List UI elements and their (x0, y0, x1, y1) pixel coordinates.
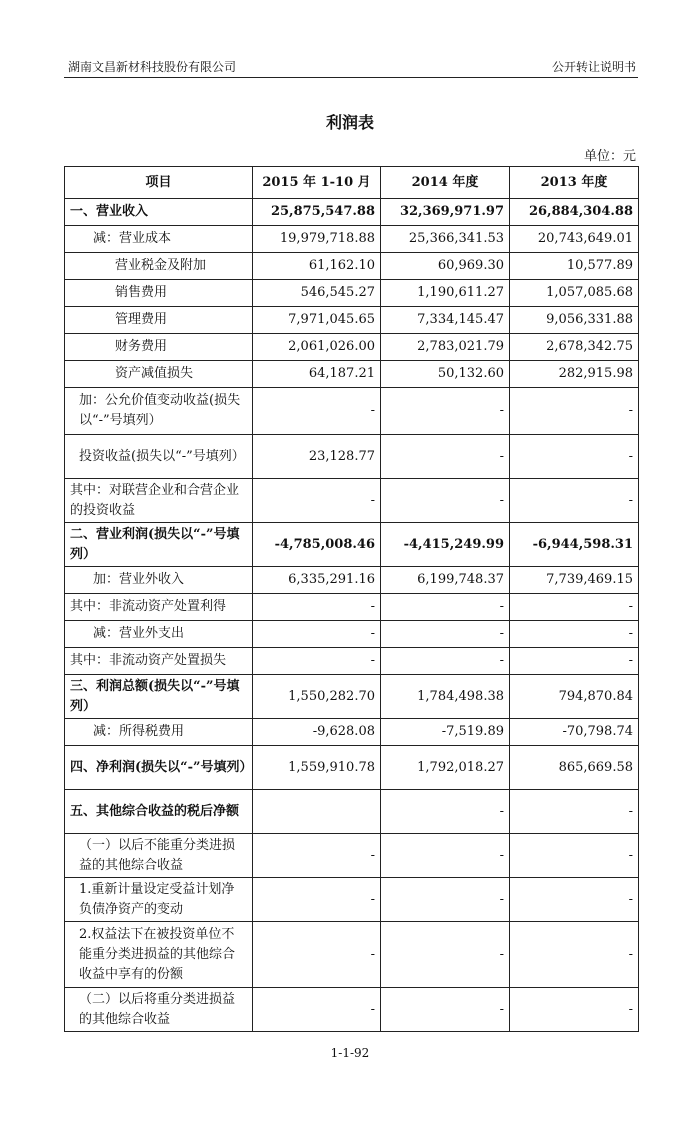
cell-value: - (253, 594, 381, 621)
cell-value: -9,628.08 (253, 719, 381, 746)
row-label: 其中：非流动资产处置利得 (65, 594, 253, 621)
table-row (65, 567, 639, 594)
row-label: 加：营业外收入 (65, 567, 253, 594)
cell-value (253, 790, 381, 834)
cell-value: 546,545.27 (253, 280, 381, 307)
income-statement-table (64, 166, 639, 1032)
cell-value: 1,550,282.70 (253, 675, 381, 719)
row-label: 1.重新计量设定受益计划净负债净资产的变动 (65, 878, 253, 922)
table-row (65, 719, 639, 746)
row-label: 五、其他综合收益的税后净额 (65, 790, 253, 834)
cell-value: 282,915.98 (510, 361, 639, 388)
cell-value: 7,739,469.15 (510, 567, 639, 594)
cell-value: 9,056,331.88 (510, 307, 639, 334)
cell-value: - (381, 834, 510, 878)
cell-value: - (253, 834, 381, 878)
table-row (65, 621, 639, 648)
cell-value: 25,366,341.53 (381, 226, 510, 253)
cell-value: - (510, 388, 639, 435)
cell-value: - (510, 621, 639, 648)
row-label: （二）以后将重分类进损益的其他综合收益 (65, 988, 253, 1032)
cell-value: 2,783,021.79 (381, 334, 510, 361)
table-row (65, 253, 639, 280)
cell-value: - (381, 435, 510, 479)
cell-value: - (253, 479, 381, 523)
cell-value: -6,944,598.31 (510, 523, 639, 567)
row-label: 营业税金及附加 (65, 253, 253, 280)
cell-value: - (510, 834, 639, 878)
row-label: 其中：非流动资产处置损失 (65, 648, 253, 675)
table-row (65, 790, 639, 834)
cell-value: 25,875,547.88 (253, 199, 381, 226)
cell-value: 6,335,291.16 (253, 567, 381, 594)
table-row (65, 834, 639, 878)
row-label: （一）以后不能重分类进损益的其他综合收益 (65, 834, 253, 878)
cell-value: 1,784,498.38 (381, 675, 510, 719)
cell-value: -7,519.89 (381, 719, 510, 746)
row-label: 投资收益(损失以“-”号填列） (65, 435, 253, 479)
page-number: 1-1-92 (330, 1046, 370, 1060)
row-label: 四、净利润(损失以“-”号填列） (65, 746, 253, 790)
cell-value: 1,559,910.78 (253, 746, 381, 790)
cell-value: -70,798.74 (510, 719, 639, 746)
cell-value: 10,577.89 (510, 253, 639, 280)
table-row (65, 675, 639, 719)
table-row (65, 334, 639, 361)
cell-value: 865,669.58 (510, 746, 639, 790)
cell-value: - (253, 388, 381, 435)
cell-value: - (253, 988, 381, 1032)
table-row (65, 479, 639, 523)
cell-value: - (510, 878, 639, 922)
cell-value: -4,785,008.46 (253, 523, 381, 567)
cell-value: - (510, 648, 639, 675)
cell-value: 32,369,971.97 (381, 199, 510, 226)
cell-value: - (381, 878, 510, 922)
column-header-2015: 2015 年 1-10 月 (253, 167, 381, 199)
cell-value: 6,199,748.37 (381, 567, 510, 594)
cell-value: 60,969.30 (381, 253, 510, 280)
document-name: 公开转让说明书 (551, 60, 636, 74)
cell-value: -4,415,249.99 (381, 523, 510, 567)
cell-value: 7,971,045.65 (253, 307, 381, 334)
cell-value: - (510, 790, 639, 834)
cell-value: 50,132.60 (381, 361, 510, 388)
cell-value: - (381, 922, 510, 988)
cell-value: 2,061,026.00 (253, 334, 381, 361)
cell-value: - (381, 621, 510, 648)
row-label: 加：公允价值变动收益(损失以“-”号填列） (65, 388, 253, 435)
row-label: 二、营业利润(损失以“-”号填列） (65, 523, 253, 567)
cell-value: 1,190,611.27 (381, 280, 510, 307)
table-row (65, 388, 639, 435)
company-name: 湖南文昌新材科技股份有限公司 (68, 60, 237, 74)
cell-value: 2,678,342.75 (510, 334, 639, 361)
cell-value: - (510, 988, 639, 1032)
cell-value: - (253, 878, 381, 922)
row-label: 其中：对联营企业和合营企业的投资收益 (65, 479, 253, 523)
row-label: 减：所得税费用 (65, 719, 253, 746)
cell-value: - (253, 621, 381, 648)
cell-value: 7,334,145.47 (381, 307, 510, 334)
table-row (65, 746, 639, 790)
row-label: 管理费用 (65, 307, 253, 334)
cell-value: - (381, 594, 510, 621)
row-label: 财务费用 (65, 334, 253, 361)
table-row (65, 280, 639, 307)
cell-value: 23,128.77 (253, 435, 381, 479)
table-row (65, 523, 639, 567)
row-label: 三、利润总额(损失以“-”号填列） (65, 675, 253, 719)
cell-value: 1,792,018.27 (381, 746, 510, 790)
column-header-2014: 2014 年度 (381, 167, 510, 199)
table-row (65, 594, 639, 621)
row-label: 2.权益法下在被投资单位不能重分类进损益的其他综合收益中享有的份额 (65, 922, 253, 988)
cell-value: 20,743,649.01 (510, 226, 639, 253)
row-label: 销售费用 (65, 280, 253, 307)
cell-value: - (510, 479, 639, 523)
page-title: 利润表 (325, 113, 374, 132)
cell-value: - (381, 648, 510, 675)
table-row (65, 226, 639, 253)
column-header-2013: 2013 年度 (510, 167, 639, 199)
cell-value: 1,057,085.68 (510, 280, 639, 307)
table-row (65, 199, 639, 226)
table-row (65, 988, 639, 1032)
table-row (65, 878, 639, 922)
cell-value: 19,979,718.88 (253, 226, 381, 253)
row-label: 资产减值损失 (65, 361, 253, 388)
cell-value: - (510, 435, 639, 479)
table-row (65, 307, 639, 334)
row-label: 减：营业外支出 (65, 621, 253, 648)
cell-value: 794,870.84 (510, 675, 639, 719)
cell-value: - (510, 594, 639, 621)
cell-value: - (381, 790, 510, 834)
table-row (65, 435, 639, 479)
column-header-item: 项目 (65, 167, 253, 199)
unit-label: 单位：元 (583, 149, 636, 164)
cell-value: - (381, 479, 510, 523)
cell-value: 26,884,304.88 (510, 199, 639, 226)
cell-value: - (381, 388, 510, 435)
table-row (65, 922, 639, 988)
table-row (65, 648, 639, 675)
table-header-row (65, 167, 639, 199)
page-header (64, 57, 638, 78)
cell-value: - (253, 648, 381, 675)
cell-value: - (381, 988, 510, 1032)
cell-value: 64,187.21 (253, 361, 381, 388)
row-label: 一、营业收入 (65, 199, 253, 226)
cell-value: - (510, 922, 639, 988)
cell-value: - (253, 922, 381, 988)
cell-value: 61,162.10 (253, 253, 381, 280)
table-row (65, 361, 639, 388)
row-label: 减：营业成本 (65, 226, 253, 253)
